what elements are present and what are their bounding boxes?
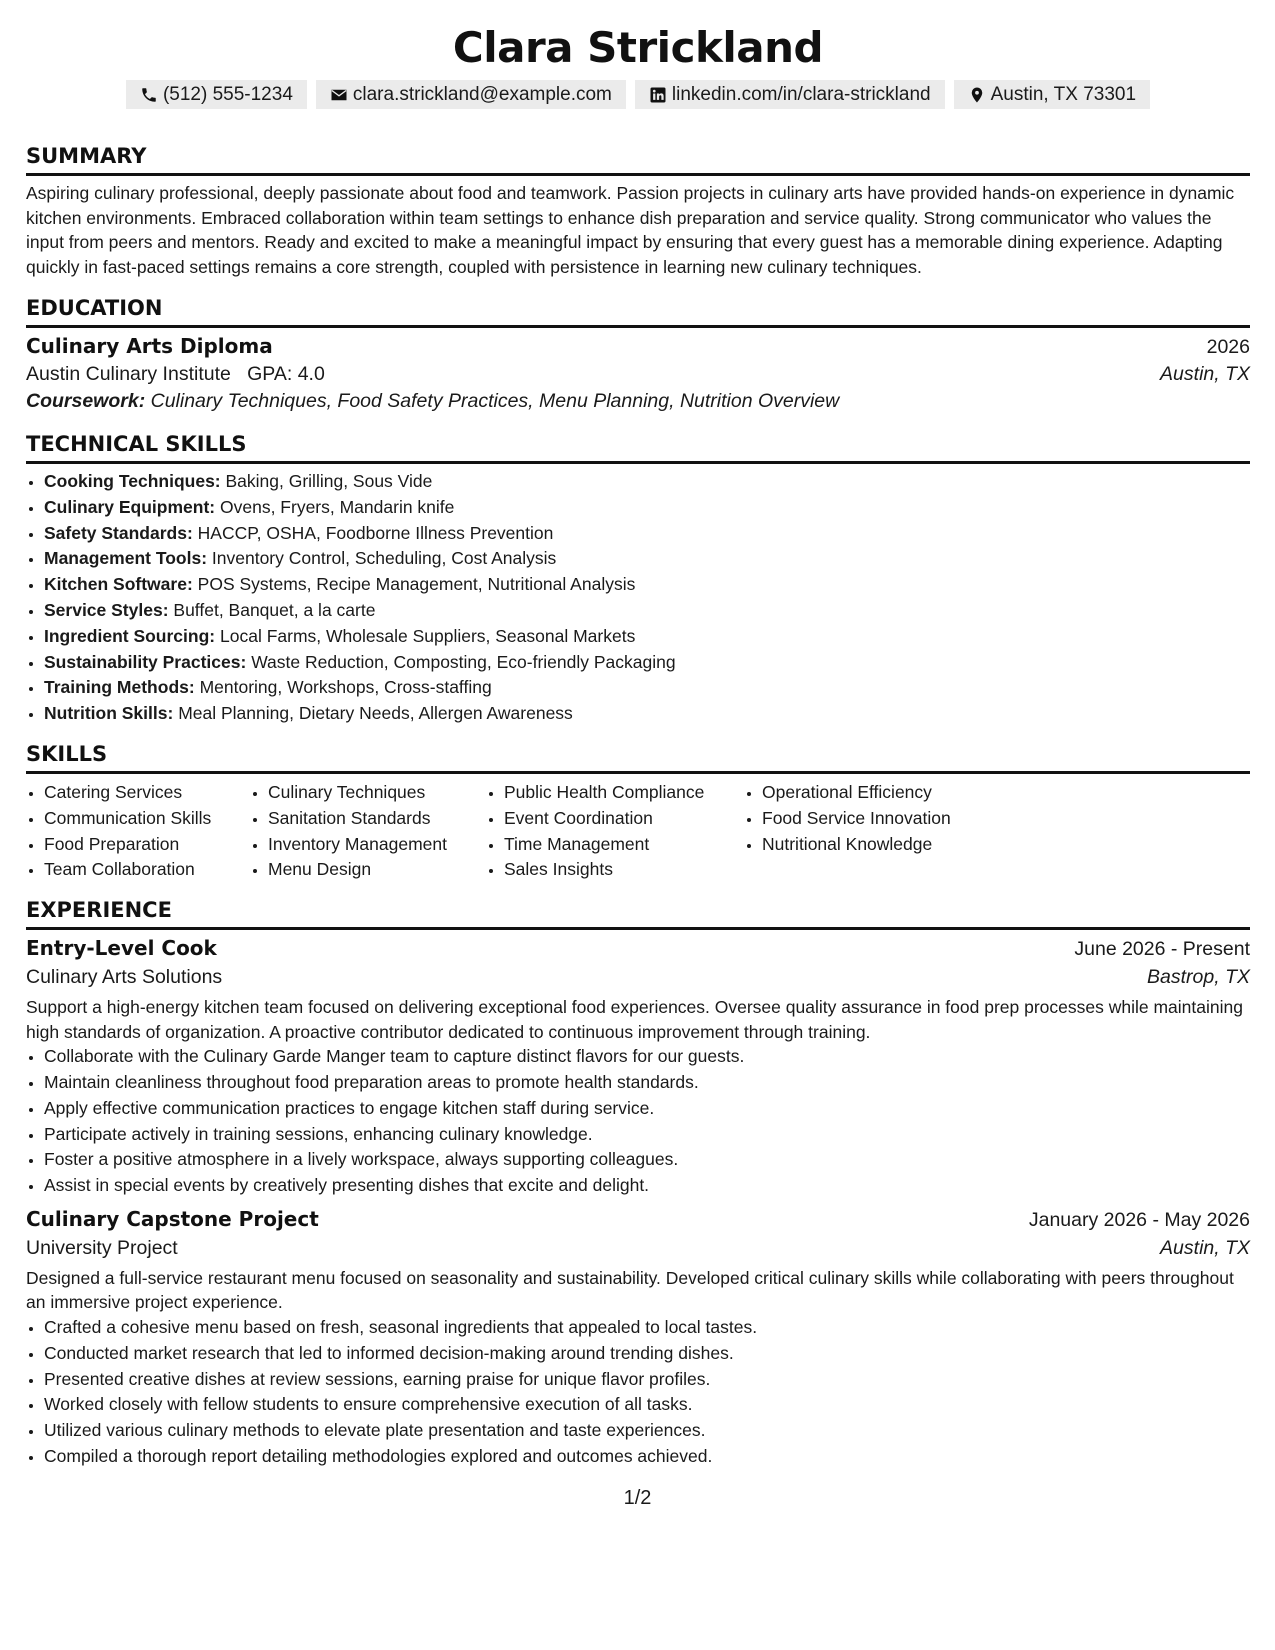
list-item: • Operational Efficiency bbox=[762, 780, 1004, 806]
location-text: Austin, TX 73301 bbox=[990, 83, 1137, 105]
list-item: • Sanitation Standards bbox=[268, 806, 486, 832]
candidate-name: Clara Strickland bbox=[452, 23, 824, 72]
contact-location bbox=[954, 80, 1150, 109]
section-title-experience: EXPERIENCE bbox=[26, 897, 1250, 930]
summary-text: Aspiring culinary professional, deeply passionate about food and teamwork. Passion projects in culinary arts have provided hands-on experience in dynamic kitchen environments. Embraced collaboration within team settings to enhance dish preparation and service quality. Strong communicator who values the input from peers and mentors. Ready and excited to make a meaningful impact by ensuring that every guest has a memorable dining experience. Adapting quickly in fast-paced settings remains a core strength, coupled with persistence in learning new culinary techniques. bbox=[26, 183, 1235, 277]
education-location: Austin, TX bbox=[1160, 363, 1250, 385]
skill-value: Meal Planning, Dietary Needs, Allergen Awareness bbox=[178, 703, 573, 724]
list-item: • Food Preparation bbox=[44, 832, 250, 858]
degree-title: Culinary Arts Diploma bbox=[26, 334, 273, 358]
job-dates: January 2026 - May 2026 bbox=[1028, 1208, 1250, 1231]
page-number: 1/2 bbox=[623, 1487, 652, 1509]
job-location: Austin, TX bbox=[1160, 1236, 1250, 1259]
coursework-list: Culinary Techniques, Food Safety Practices, Menu Planning, Nutrition Overview bbox=[150, 390, 840, 412]
skill-label: Cooking Techniques: bbox=[44, 471, 221, 491]
skill-label: Management Tools: bbox=[44, 548, 208, 569]
skill-label: Safety Standards: bbox=[44, 522, 193, 543]
experience-section bbox=[26, 897, 1250, 1470]
list-item: • Compiled a thorough report detailing methodologies explored and outcomes achieved. bbox=[44, 1444, 1250, 1470]
list-item: • Catering Services bbox=[44, 780, 250, 806]
contact-linkedin[interactable] bbox=[635, 80, 945, 109]
list-item: • Sales Insights bbox=[504, 857, 744, 883]
list-item bbox=[44, 521, 1250, 547]
skill-label: Nutrition Skills: bbox=[44, 703, 174, 724]
list-item: • Food Service Innovation bbox=[762, 806, 1004, 832]
list-item: • Public Health Compliance bbox=[504, 780, 744, 806]
job-bullets bbox=[26, 1044, 1250, 1199]
contact-phone[interactable] bbox=[126, 80, 307, 109]
list-item bbox=[44, 650, 1250, 676]
education-year: 2026 bbox=[1206, 336, 1250, 358]
job-entry bbox=[26, 1207, 1250, 1470]
job-header-row bbox=[26, 1207, 1250, 1232]
skill-value: Buffet, Banquet, a la carte bbox=[173, 599, 376, 620]
list-item: • Inventory Management bbox=[268, 832, 486, 858]
job-title: Culinary Capstone Project bbox=[26, 1206, 319, 1231]
school-line bbox=[26, 363, 325, 386]
email-text: clara.strickland@example.com bbox=[352, 83, 612, 105]
list-item: • Nutritional Knowledge bbox=[762, 832, 1004, 858]
job-company: Culinary Arts Solutions bbox=[26, 966, 223, 989]
skill-label: Sustainability Practices: bbox=[44, 651, 247, 672]
job-company: University Project bbox=[26, 1236, 178, 1259]
list-item bbox=[44, 546, 1250, 572]
phone-icon bbox=[140, 86, 158, 104]
list-item bbox=[44, 675, 1250, 701]
list-item: • Conducted market research that led to informed decision-making around trending dishes. bbox=[44, 1341, 1250, 1367]
list-item bbox=[44, 572, 1250, 598]
skill-value: Local Farms, Wholesale Suppliers, Seasonal Markets bbox=[220, 625, 636, 646]
skills-column bbox=[250, 780, 486, 883]
technical-skills-section bbox=[26, 431, 1250, 727]
skills-column bbox=[26, 780, 250, 883]
section-title-skills: SKILLS bbox=[26, 741, 1250, 774]
job-bullets bbox=[26, 1315, 1250, 1470]
list-item bbox=[44, 598, 1250, 624]
list-item: • Presented creative dishes at review sessions, earning praise for unique flavor profiles. bbox=[44, 1367, 1250, 1393]
job-header-row bbox=[26, 936, 1250, 961]
list-item: • Utilized various culinary methods to elevate plate presentation and taste experiences. bbox=[44, 1418, 1250, 1444]
list-item: • Team Collaboration bbox=[44, 857, 250, 883]
list-item: • Time Management bbox=[504, 832, 744, 858]
list-item: • Apply effective communication practices to engage kitchen staff during service. bbox=[44, 1096, 1250, 1122]
summary-section bbox=[26, 143, 1250, 279]
skill-value: POS Systems, Recipe Management, Nutritional Analysis bbox=[197, 574, 636, 595]
skills-column bbox=[486, 780, 744, 883]
phone-text: (512) 555-1234 bbox=[162, 83, 293, 105]
linkedin-text: linkedin.com/in/clara-strickland bbox=[671, 83, 931, 105]
list-item: • Communication Skills bbox=[44, 806, 250, 832]
skill-value: Inventory Control, Scheduling, Cost Analysis bbox=[211, 548, 557, 569]
resume-page bbox=[26, 20, 1250, 1470]
list-item bbox=[44, 624, 1250, 650]
contact-bar bbox=[26, 80, 1250, 109]
list-item bbox=[44, 495, 1250, 521]
list-item: • Event Coordination bbox=[504, 806, 744, 832]
skill-value: Mentoring, Workshops, Cross-staffing bbox=[199, 677, 492, 698]
list-item: • Assist in special events by creatively presenting dishes that excite and delight. bbox=[44, 1173, 1250, 1199]
job-company-row bbox=[26, 966, 1250, 989]
skills-column bbox=[744, 780, 1004, 883]
linkedin-icon bbox=[649, 86, 667, 104]
envelope-icon bbox=[330, 86, 348, 104]
skill-label: Training Methods: bbox=[44, 677, 195, 698]
skill-label: Kitchen Software: bbox=[44, 574, 193, 595]
skills-section bbox=[26, 741, 1250, 883]
section-title-technical-skills: TECHNICAL SKILLS bbox=[26, 431, 1250, 464]
coursework-label: Coursework: bbox=[26, 390, 146, 412]
job-company-row bbox=[26, 1237, 1250, 1260]
skill-value: Waste Reduction, Composting, Eco-friendly Packaging bbox=[251, 651, 676, 672]
list-item: • Crafted a cohesive menu based on fresh, seasonal ingredients that appealed to local tastes. bbox=[44, 1315, 1250, 1341]
list-item bbox=[44, 469, 1250, 495]
contact-email[interactable] bbox=[316, 80, 626, 109]
skill-value: Baking, Grilling, Sous Vide bbox=[225, 471, 433, 491]
list-item: • Participate actively in training sessions, enhancing culinary knowledge. bbox=[44, 1122, 1250, 1148]
education-school-row bbox=[26, 363, 1250, 386]
gpa: GPA: 4.0 bbox=[247, 363, 325, 385]
skills-grid bbox=[26, 780, 1250, 883]
section-title-education: EDUCATION bbox=[26, 295, 1250, 328]
skill-label: Ingredient Sourcing: bbox=[44, 625, 216, 646]
job-dates: June 2026 - Present bbox=[1074, 938, 1250, 961]
list-item: • Collaborate with the Culinary Garde Manger team to capture distinct flavors for our guests. bbox=[44, 1044, 1250, 1070]
list-item bbox=[44, 701, 1250, 727]
section-title-summary: SUMMARY bbox=[26, 143, 1250, 176]
list-item: • Menu Design bbox=[268, 857, 486, 883]
job-entry bbox=[26, 936, 1250, 1199]
job-title: Entry-Level Cook bbox=[26, 936, 217, 961]
list-item: • Foster a positive atmosphere in a lively workspace, always supporting colleagues. bbox=[44, 1147, 1250, 1173]
list-item: • Worked closely with fellow students to ensure comprehensive execution of all tasks. bbox=[44, 1392, 1250, 1418]
coursework-line bbox=[26, 390, 1250, 413]
list-item: • Maintain cleanliness throughout food preparation areas to promote health standards. bbox=[44, 1070, 1250, 1096]
list-item: • Culinary Techniques bbox=[268, 780, 486, 806]
skill-label: Culinary Equipment: bbox=[44, 496, 216, 517]
job-location: Bastrop, TX bbox=[1147, 966, 1250, 989]
skill-value: HACCP, OSHA, Foodborne Illness Prevention bbox=[197, 522, 554, 543]
job-summary: Designed a full-service restaurant menu focused on seasonality and sustainability. Developed critical culinary skills while collaborating with peers throughout an immersive project experience. bbox=[26, 1267, 1234, 1313]
school-name: Austin Culinary Institute bbox=[26, 363, 231, 385]
education-section bbox=[26, 295, 1250, 413]
job-summary: Support a high-energy kitchen team focused on delivering exceptional food experiences. Oversee quality assurance in food prep processes while maintaining high standards of organization. A proactive contributor dedicated to continuous improvement through training. bbox=[26, 997, 1243, 1042]
skill-label: Service Styles: bbox=[44, 599, 169, 620]
skill-value: Ovens, Fryers, Mandarin knife bbox=[220, 496, 455, 517]
education-header-row bbox=[26, 334, 1250, 359]
technical-skills-list bbox=[26, 469, 1250, 727]
map-pin-icon bbox=[968, 86, 986, 104]
